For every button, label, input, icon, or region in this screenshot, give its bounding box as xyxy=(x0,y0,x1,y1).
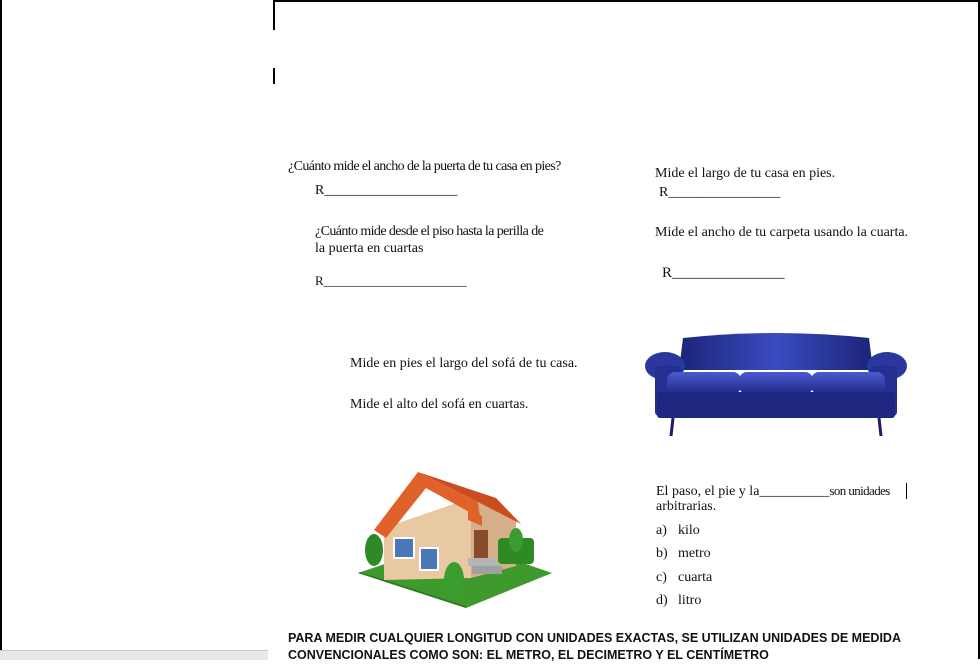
option-c[interactable] xyxy=(656,570,712,586)
option-text: kilo xyxy=(678,523,700,538)
question-door-width: ¿Cuánto mide el ancho de la puerta de tu casa en pies? xyxy=(288,159,561,174)
fill-blank-after: son unidades xyxy=(829,483,890,498)
page-margin-mark xyxy=(273,68,275,84)
sofa-icon xyxy=(643,330,909,440)
fill-blank-blank[interactable]: __________ xyxy=(759,484,830,499)
question-desk-width: Mide el ancho de tu carpeta usando la cuarta. xyxy=(655,225,909,240)
option-letter: b) xyxy=(656,546,668,561)
footer-line2: CONVENCIONALES COMO SON: EL METRO, EL DECIMETRO Y EL CENTÍMETRO xyxy=(288,648,769,662)
question-sofa-height: Mide el alto del sofá en cuartas. xyxy=(350,397,529,412)
option-text: cuarta xyxy=(678,570,713,585)
option-b[interactable] xyxy=(656,546,711,562)
house-icon xyxy=(356,468,554,608)
option-text: litro xyxy=(678,593,702,608)
fill-blank-before: El paso, el pie y la xyxy=(656,484,760,499)
page-border-top xyxy=(273,0,980,2)
answer-door-knob[interactable]: R______________________ xyxy=(315,273,467,288)
option-letter: c) xyxy=(656,570,667,585)
fill-blank-line2: arbitrarias. xyxy=(656,499,717,514)
option-letter: a) xyxy=(656,523,667,538)
option-d[interactable] xyxy=(656,593,701,609)
footer-line1: PARA MEDIR CUALQUIER LONGITUD CON UNIDADES EXACTAS, SE UTILIZAN UNIDADES DE MEDIDA xyxy=(288,631,901,645)
question-house-length: Mide el largo de tu casa en pies. xyxy=(655,166,836,181)
option-a[interactable] xyxy=(656,523,700,539)
question-door-knob-line2: la puerta en cuartas xyxy=(315,241,424,256)
question-sofa-length: Mide en pies el largo del sofá de tu casa. xyxy=(350,356,578,371)
option-letter: d) xyxy=(656,593,668,608)
answer-door-width[interactable]: R___________________ xyxy=(315,183,458,198)
question-door-knob-line1: ¿Cuánto mide desde el piso hasta la perilla de xyxy=(315,224,544,239)
option-text: metro xyxy=(678,546,711,561)
page-border-left xyxy=(0,0,2,659)
fill-blank-line1 xyxy=(656,483,890,500)
page-border-corner xyxy=(273,0,275,30)
answer-desk-width[interactable]: R_______________ xyxy=(662,265,785,281)
answer-house-length[interactable]: R________________ xyxy=(659,185,781,200)
text-cursor xyxy=(906,483,907,499)
